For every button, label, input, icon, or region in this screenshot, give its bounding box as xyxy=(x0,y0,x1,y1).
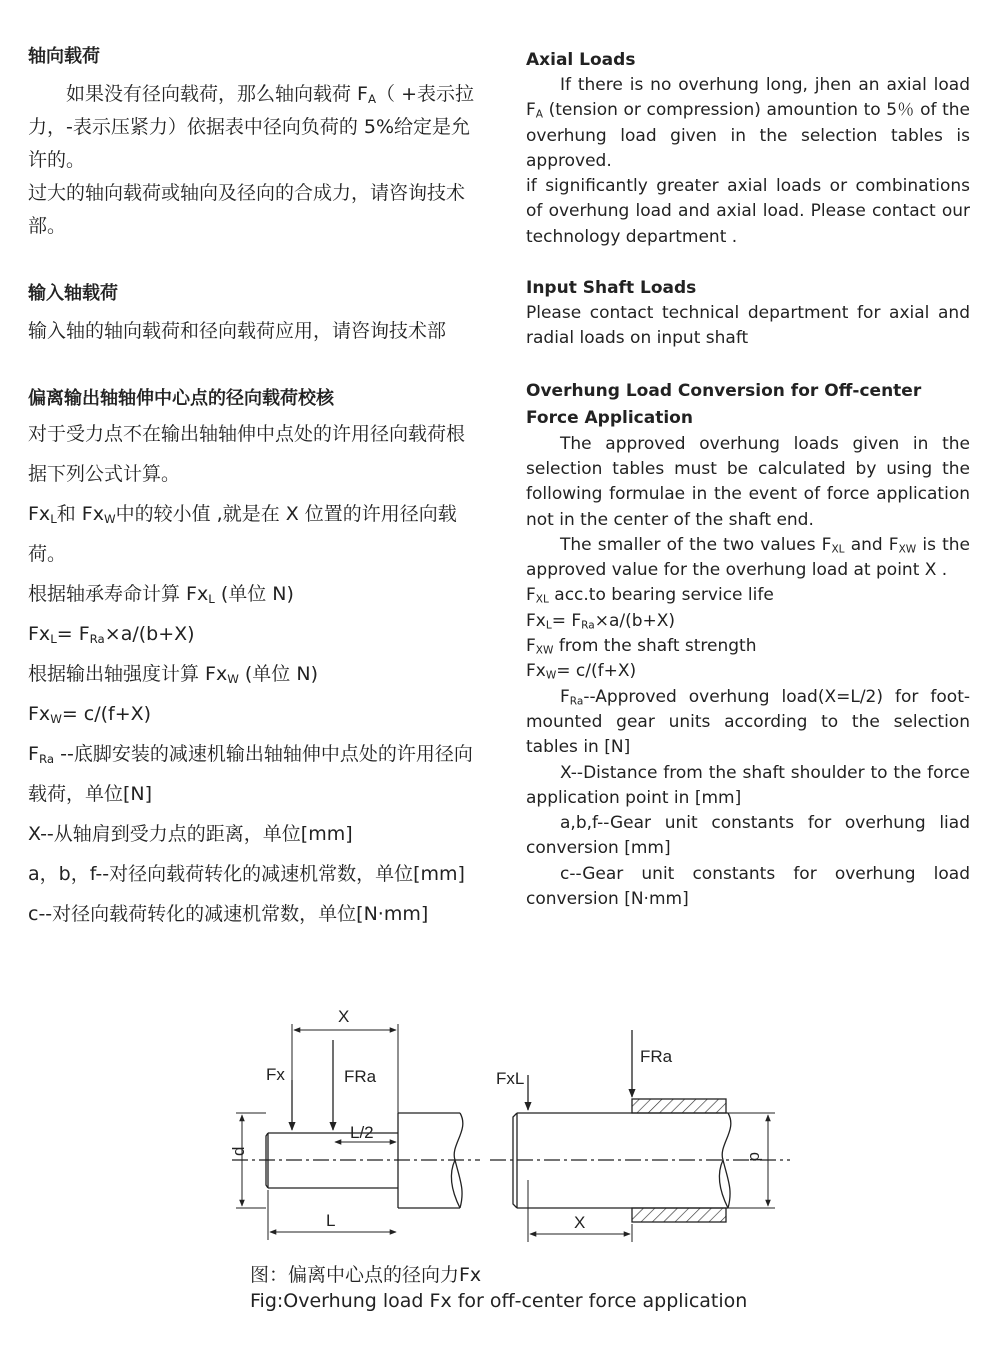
cn-line-1: 对于受力点不在输出轴轴伸中点处的许用径向载荷根据下列公式计算。 xyxy=(28,423,466,485)
label-d-left: d xyxy=(229,1146,248,1156)
cn-axial-title: 轴向载荷 xyxy=(28,46,100,67)
cn-input-title: 输入轴载荷 xyxy=(28,283,118,304)
caption-chinese: 图：偏离中心点的径向力Fx xyxy=(250,1264,482,1286)
cn-formula-1: $Fx_L= F_{Ra}\times a/(b+X)$ xyxy=(28,623,195,646)
en-line-strength: $F_{XW}$ from the shaft strength xyxy=(526,636,757,657)
label-x-top: X xyxy=(338,1007,350,1026)
cn-line-7: $F_{Ra}$ --底脚安装的减速机输出轴轴伸中点处的许用径向载荷，单位[N] xyxy=(28,743,473,805)
en-paragraph-1: The approved overhung loads given in the selection tables must be calculated by using the following formulae in the event of force application not in the center of the shaft end. xyxy=(526,433,970,530)
label-fx: Fx xyxy=(266,1065,285,1084)
cn-line-10: c--对径向载荷转化的减速机常数，单位[N·mm] xyxy=(28,903,429,925)
en-overhung-title: Overhung Load Conversion for Off-center Force Application xyxy=(526,380,922,428)
en-paragraph-c: c--Gear unit constants for overhung load conversion [N·mm] xyxy=(526,863,970,910)
cn-line-9: a，b，f--对径向载荷转化的减速机常数，单位[mm] xyxy=(28,863,465,885)
label-d-right: d xyxy=(746,1152,765,1162)
cn-input-paragraph: 输入轴的轴向载荷和径向载荷应用，请咨询技术部 xyxy=(28,320,447,342)
label-fra-right: FRa xyxy=(640,1047,673,1066)
cn-line-2: $Fx_L$和 $Fx_W$中的较小值 ,就是在 X 位置的许用径向载荷。 xyxy=(28,503,457,565)
en-paragraph-abf: a,b,f--Gear unit constants for overhung liad conversion [mm] xyxy=(526,813,970,859)
en-formula-2: $Fx_W= c/(f+X)$ xyxy=(526,661,637,682)
caption-english: Fig:Overhung load Fx for off-center force application xyxy=(250,1290,748,1312)
cn-formula-2: $Fx_W= c/(f+X)$ xyxy=(28,703,152,726)
label-fxl: FxL xyxy=(496,1069,525,1088)
cn-axial-paragraph-1: 如果没有径向载荷，那么轴向载荷 $F_A$（ +表示拉力，-表示压紧力）依据表中径向负荷的 5%给定是允许的。 xyxy=(28,83,475,171)
en-paragraph-x: X--Distance from the shaft shoulder to the force application point in [mm] xyxy=(526,762,970,808)
label-l-half: L/2 xyxy=(350,1123,374,1142)
en-input-title: Input Shaft Loads xyxy=(526,278,697,299)
en-axial-paragraph-2: if significantly greater axial loads or combinations of overhung load and axial load. Please contact our technology department . xyxy=(526,176,970,247)
english-column xyxy=(526,48,970,912)
en-input-paragraph: Please contact technical department for axial and radial loads on input shaft xyxy=(526,303,970,349)
cn-axial-paragraph-2: 过大的轴向载荷或轴向及径向的合成力，请咨询技术部。 xyxy=(28,182,466,237)
en-paragraph-fra: $F_{Ra}-$-Approved overhung load(X=L/2) for foot-mounted gear units according to the selection tables in [N] xyxy=(526,686,970,758)
label-fra-left: FRa xyxy=(344,1067,377,1086)
label-x-bottom: X xyxy=(574,1213,586,1232)
en-axial-title: Axial Loads xyxy=(526,50,636,70)
chinese-column xyxy=(28,44,483,934)
overhung-load-diagram xyxy=(0,980,1000,1300)
cn-overhung-title: 偏离输出轴轴伸中心点的径向载荷校核 xyxy=(28,388,334,409)
en-paragraph-2: The smaller of the two values $F_{XL}$ and $F_{XW}$ is the approved value for the overhung load at point X . xyxy=(526,534,970,581)
cn-line-8: X--从轴肩到受力点的距离，单位[mm] xyxy=(28,823,353,845)
en-axial-paragraph-1: If there is no overhung long, jhen an axial load $F_A$ (tension or compression) amountion to 5％ of the overhung load given in the selection tables is approved. xyxy=(526,75,970,171)
en-formula-1: $Fx_L= F_{Ra}\times a/(b+X)$ xyxy=(526,610,676,632)
cn-line-3: 根据轴承寿命计算 $Fx_L$ (单位 N) xyxy=(28,583,294,606)
en-line-bearing: $F_{XL}$ acc.to bearing service life xyxy=(526,585,774,607)
label-l: L xyxy=(326,1211,336,1230)
cn-line-5: 根据输出轴强度计算 $Fx_W$ (单位 N) xyxy=(28,663,318,686)
